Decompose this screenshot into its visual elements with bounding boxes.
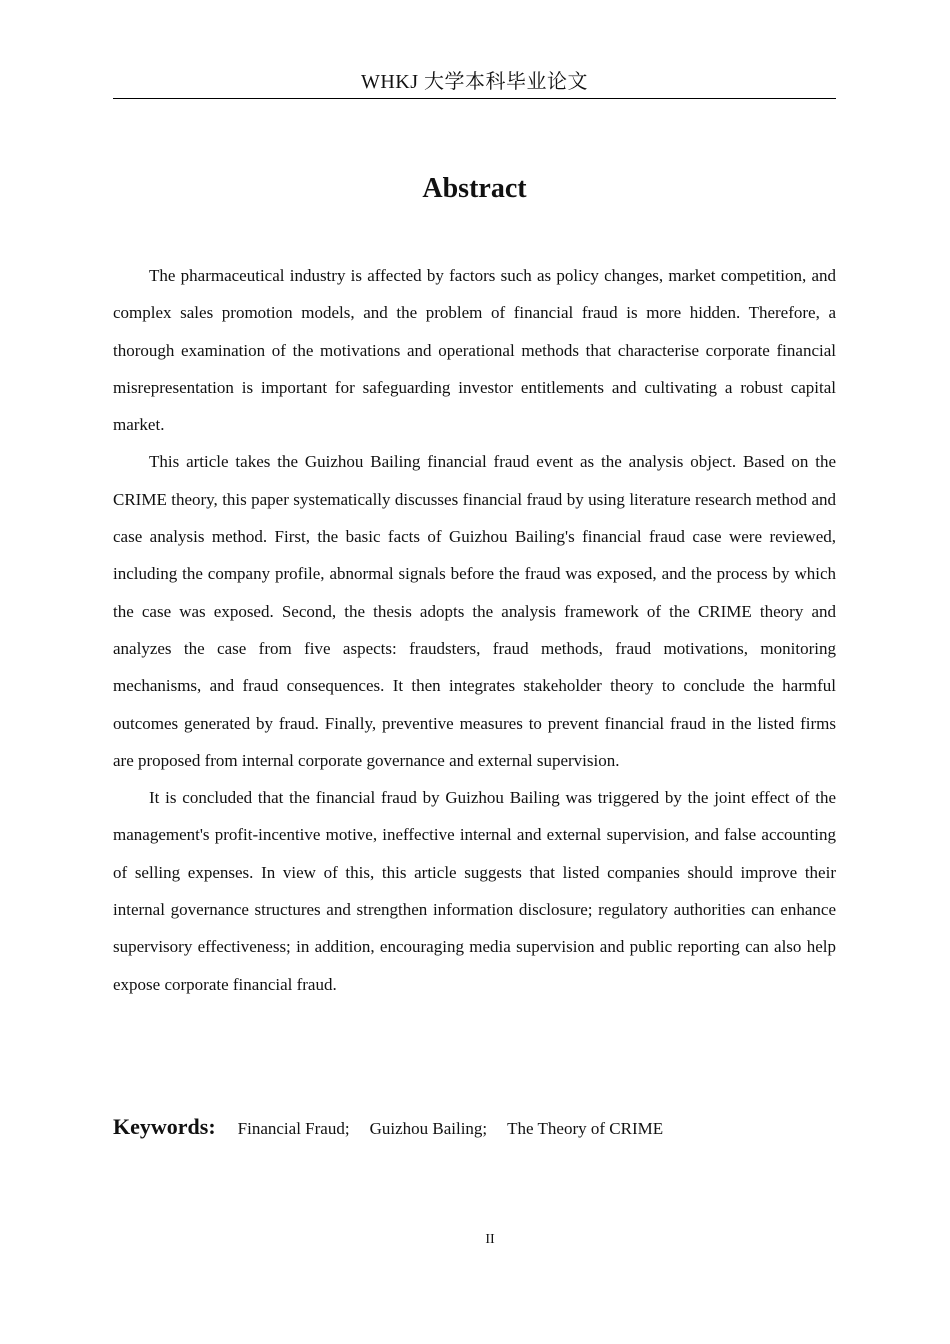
abstract-body (113, 257, 836, 1003)
keywords-label: Keywords: (113, 1114, 216, 1139)
header-divider (113, 98, 836, 99)
keywords-line (113, 1114, 836, 1140)
keyword-item: Guizhou Bailing; (369, 1119, 488, 1138)
page-header: WHKJ 大学本科毕业论文 (360, 71, 589, 93)
abstract-title: Abstract (422, 173, 527, 204)
keyword-item: The Theory of CRIME (507, 1119, 664, 1138)
abstract-paragraph-3: It is concluded that the financial fraud by Guizhou Bailing was triggered by the joint effect of the management's profit-incentive motive, ineffective internal and external supervision, and false accounting of selling expenses. In view of this, this article suggests that listed companies should improve their internal governance structures and strengthen information disclosure; regulatory authorities can enhance supervisory effectiveness; in addition, encouraging media supervision and public reporting can also help expose corporate financial fraud. (113, 788, 836, 994)
abstract-paragraph-2: This article takes the Guizhou Bailing financial fraud event as the analysis object. Based on the CRIME theory, this paper systematically discusses financial fraud by using literature research method and case analysis method. First, the basic facts of Guizhou Bailing's financial fraud case were reviewed, including the company profile, abnormal signals before the fraud was exposed, and the process by which the case was exposed. Second, the thesis adopts the analysis framework of the CRIME theory and analyzes the case from five aspects: fraudsters, fraud methods, fraud motivations, monitoring mechanisms, and fraud consequences. It then integrates stakeholder theory to conclude the harmful outcomes generated by fraud. Finally, preventive measures to prevent financial fraud in the listed firms are proposed from internal corporate governance and external supervision. (113, 452, 836, 770)
page-number: II (485, 1232, 495, 1247)
abstract-paragraph-1: The pharmaceutical industry is affected by factors such as policy changes, market competition, and complex sales promotion models, and the problem of financial fraud is more hidden. Therefore, a thorough examination of the motivations and operational methods that characterise corporate financial misrepresentation is important for safeguarding investor entitlements and cultivating a robust capital market. (113, 266, 836, 435)
keyword-item: Financial Fraud; (237, 1119, 350, 1138)
